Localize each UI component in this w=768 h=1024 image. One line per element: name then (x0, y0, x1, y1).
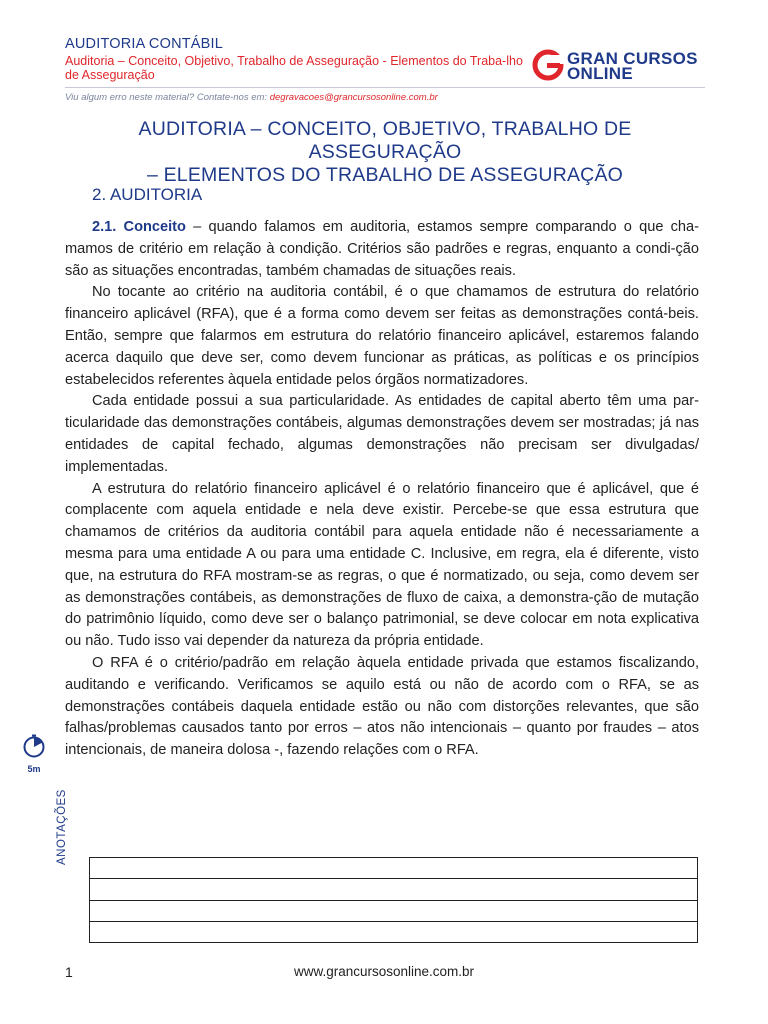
concept-label: 2.1. Conceito (92, 219, 186, 235)
contact-email-link[interactable]: degravacoes@grancursosonline.com.br (269, 92, 438, 103)
paragraph-1-text: – quando falamos em auditoria, estamos sempre comparando o que cha-mamos de critério em relação à condição. Critérios são padrões e regras, enquanto a condi-ção são as situações encontradas, também chamadas de situações reais. (65, 219, 700, 279)
paragraph-4: A estrutura do relatório financeiro aplicável é o relatório financeiro que é aplicável, que é complacente com aquela entidade e nela deve existir. Percebe-se que essa estrutura que chamamos de critérios da auditoria contábil para aquela entidade não é necessariamente a mesma para uma entidade A ou para uma entidade C. Inclusive, em regra, ela é diferente, visto que, na estrutura do RFA mostram-se as regras, o que é normatizado, ou seja, como devem ser as demonstrações contábeis, as demonstrações de fluxo de caixa, a demonstra-ção de mutação do patrimônio líquido, como deve ser o balanço patrimonial, se deve colocar em nota explicativa ou não. Tudo isso vai depender da natureza da própria entidade. (65, 480, 699, 650)
page-title (65, 118, 705, 187)
logo-wordmark (567, 51, 698, 81)
notes-line (90, 921, 697, 922)
video-timestamp (22, 734, 46, 774)
page-number: 1 (65, 964, 73, 980)
paragraph-2: No tocante ao critério na auditoria contábil, é o que chamamos de estrutura do relatório financeiro aplicável (RFA), que é a forma como devem ser feitas as demonstrações contá-beis. Então, sempre que falarmos em estrutura do relatório financeiro aplicável, estaremos falando acerca daquilo que deve ser, como devem funcionar as práticas, as políticas e os princípios estabelecidos referentes àquela entidade pelos órgãos normatizadores. (65, 284, 699, 388)
timestamp-label: 5m (27, 764, 41, 774)
lesson-subtitle: Auditoria – Conceito, Objetivo, Trabalho de Asseguração - Elementos do Traba-lho de Asseguração (65, 54, 523, 82)
paragraph-3: Cada entidade possui a sua particularidade. As entidades de capital aberto têm uma par-ticularidade das demonstrações contábeis, algumas demonstrações devem ser mostradas; já nas entidades de capital fechado, algumas demonstrações não precisam ser divulgadas/ implementadas. (65, 393, 699, 475)
notes-line (90, 878, 697, 879)
gran-cursos-logo (532, 49, 712, 83)
stopwatch-icon (22, 734, 46, 758)
paragraph-1 (65, 217, 699, 282)
section-heading: 2. AUDITORIA (92, 185, 203, 204)
page-title-line-1: AUDITORIA – CONCEITO, OBJETIVO, TRABALHO DE ASSEGURAÇÃO (138, 118, 632, 163)
body-text (65, 217, 699, 762)
subject-title: AUDITORIA CONTÁBIL (65, 36, 224, 52)
logo-line-1: GRAN CURSOS (567, 49, 698, 68)
notes-label: ANOTAÇÕES (56, 789, 68, 865)
page-title-line-2: – ELEMENTOS DO TRABALHO DE ASSEGURAÇÃO (146, 164, 624, 186)
footer-url-link[interactable]: www.grancursosonline.com.br (293, 964, 475, 979)
logo-g-icon (532, 49, 564, 81)
notes-box[interactable] (89, 857, 698, 943)
header-divider (65, 87, 705, 88)
logo-line-2: ONLINE (567, 64, 634, 83)
contact-prefix: Viu algum erro neste material? Contate-nos em: (65, 92, 270, 103)
contact-line (65, 92, 438, 103)
notes-line (90, 900, 697, 901)
paragraph-5: O RFA é o critério/padrão em relação àquela entidade privada que estamos fiscalizando, auditando e verificando. Verificamos se aquilo está ou não de acordo com o RFA, se as demonstrações contábeis daquela entidade estão ou não com distorções relevantes, que são falhas/problemas causados tanto por erros – atos não intencionais – quanto por fraudes – atos intencionais, de maneira dolosa -, fazendo relações com o RFA. (65, 654, 699, 759)
